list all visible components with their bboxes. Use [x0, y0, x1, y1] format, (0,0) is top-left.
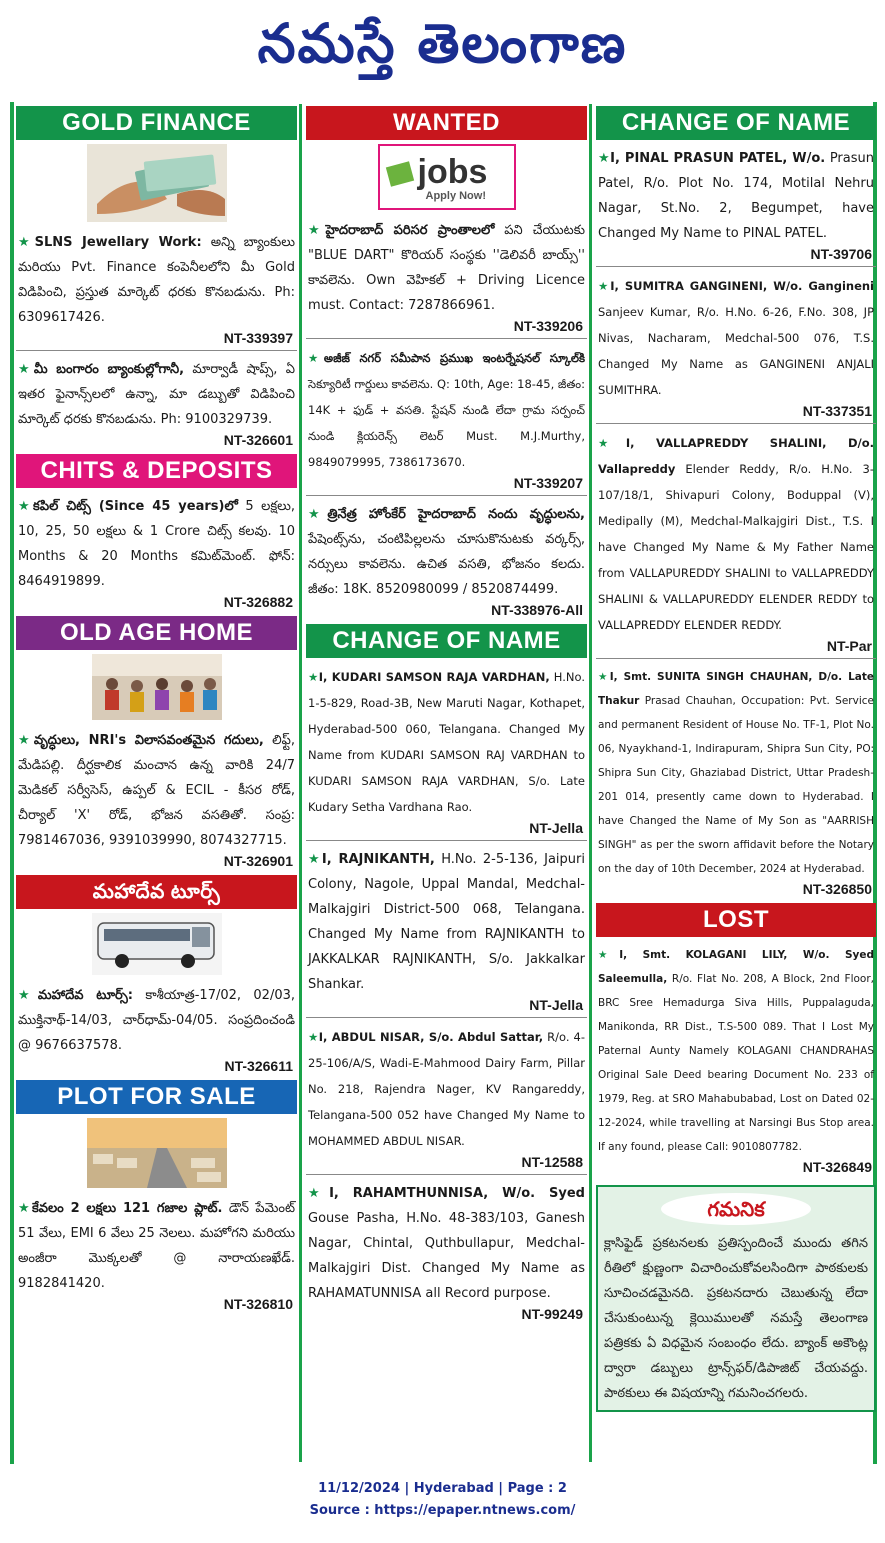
mahadeva-tours-banner: మహాదేవ టూర్స్: [16, 875, 297, 909]
ad-heading: కేవలం 2 లక్షలు 121 గజాల ప్లాట్.: [31, 1201, 223, 1216]
ad-heading: మహాదేవ టూర్స్:: [37, 988, 133, 1003]
change-of-name-banner: CHANGE OF NAME: [306, 624, 587, 658]
ad-heading: SLNS Jewellary Work:: [34, 235, 202, 250]
star-icon: ★: [308, 852, 322, 867]
newspaper-title: నమస్తే తెలంగాణ: [257, 12, 628, 75]
star-icon: ★: [308, 670, 319, 684]
ad-body: R/o. Flat No. 208, A Block, 2nd Floor, BRC Sree Hemadurga Siva Hills, Puppalaguda, Manikonda, RR Dist., T.S-500 089. That I Lost My Paternal Aunty Namely KOLAGANI CHANDRAHAS Original Sale Deed bearing Document No. 233 of 1979, Reg. at SRO Mahabubabad, Lost on Dated 02-12-2024, while travelling at Narsingi Bus Stop area. If any found, please Call: 9010807782.: [598, 973, 874, 1153]
ad-body: Gouse Pasha, H.No. 48-383/103, Ganesh Nagar, Chintal, Quthbullapur, Medchal-Malkajgiri Dist. Changed My Name as RAHAMATUNNISA all Record purpose.: [308, 1211, 585, 1301]
old-age-home-banner: OLD AGE HOME: [16, 616, 297, 650]
ad-code: NT-Jella: [529, 820, 583, 836]
bus-photo: [92, 913, 222, 975]
classified-ad: [306, 343, 587, 475]
ad-body: పేషెంట్స్‌ను, చంటిపిల్లలను చూసుకొనుటకు వర్కర్స్, నర్సులు కావలెను. ఉచిత వసతి, భోజనం కలదు. జీతం: 18K. 8520980099 / 8520874499.: [308, 532, 585, 597]
ad-code: NT-326810: [223, 1296, 293, 1312]
classified-ad: [16, 492, 297, 594]
ad-code: NT-339207: [513, 475, 583, 491]
ad-code: NT-12588: [521, 1154, 583, 1170]
ad-body: పని చేయుటకు "BLUE DART" కొరియర్ సంస్థకు ''డెలివరీ బాయ్స్'' కావలెను. Own వెహికల్ + Driving Licence must. Contact: 7287866961.: [308, 223, 585, 313]
ad-body: 5 లక్షలు, 10, 25, 50 లక్షలు & 1 Crore చిట్స్ కలవు. 10 Months & 20 Months కమిట్‌మెంట్. ఫోన్: 8464919899.: [18, 499, 295, 589]
divider: [306, 840, 587, 841]
classified-ad: [306, 1022, 587, 1154]
ad-heading: I, SUMITRA GANGINENI, W/o. Gangineni: [610, 279, 875, 293]
star-icon: ★: [18, 235, 35, 250]
jobs-logo-text: jobs: [417, 153, 488, 191]
star-icon: ★: [18, 499, 34, 514]
jobs-logo-tagline: Apply Now!: [425, 190, 486, 202]
ad-code: NT-326901: [223, 853, 293, 869]
ad-code: NT-326850: [802, 881, 872, 897]
column-divider: [299, 104, 302, 1462]
notice-body: క్లాసిఫైడ్ ప్రకటనలకు ప్రతిస్పందించే ముందు తగిన రీతిలో క్షుణ్ణంగా విచారించుకోవలసిందిగా పాఠకులకు సూచించడమైనది. ప్రకటనదారు చెబుతున్న లేదా చేసుకుంటున్న క్లెయిములతో నమస్తే తెలంగాణ పత్రికకు ఏ విధమైన సంబంధం లేదు. బ్యాంక్ అకౌంట్ల ద్వారా డబ్బులు ట్రాన్స్‌ఫర్/డిపాజిట్ చేయవద్దు. పాఠకులు ఈ విషయాన్ని గమనించగలరు.: [604, 1236, 868, 1401]
ad-code: NT-39706: [810, 246, 872, 262]
ad-code: NT-338976-All: [491, 602, 583, 618]
ad-body: Elender Reddy, R/o. H.No. 3-107/18/1, Shivapuri Colony, Boduppal (V), Medipally (M), Medchal-Malkajgiri Dist., T.S. I have Changed My Name & My Father Name from VALLAPUREDDY SHALINI to VALLAPREDDY SHALINI & VALLAPUREDDY ELENDER REDDY to VALLAPREDDY ELENDER REDDY.: [598, 462, 874, 632]
star-icon: ★: [598, 949, 620, 961]
ad-body: మార్వాడీ షాప్స్, ఏ ఇతర ఫైనాన్స్‌లలో ఉన్నా, మా డబ్బుతో విడిపించి మార్కెట్ ధరకు కొనబడును. Ph: 9100329739.: [18, 362, 295, 427]
star-icon: ★: [18, 733, 34, 748]
classified-ad: [596, 271, 876, 403]
ad-body: అన్ని బ్యాంకులు మరియు Pvt. Finance కంపెనీలలోని మీ Gold విడిపించి, ప్రస్తుత మార్కెట్ ధరకు కొనబడును. Ph: 6309617426.: [18, 235, 296, 325]
ad-heading: I, Smt. SUNITA SINGH CHAUHAN, D/o. Late Thakur: [598, 671, 874, 707]
column-2: [306, 106, 587, 1322]
ad-heading: అజీజ్ నగర్ సమీపాన ప్రముఖ ఇంటర్నేషనల్ స్కూల్‌కి: [323, 351, 585, 365]
star-icon: ★: [598, 436, 626, 450]
footer-source-line: Source : https://epaper.ntnews.com/: [309, 1503, 576, 1518]
star-icon: ★: [308, 1030, 319, 1044]
classified-ad: [596, 663, 876, 881]
ad-heading: I, KUDARI SAMSON RAJA VARDHAN,: [318, 670, 550, 684]
plot-for-sale-banner: PLOT FOR SALE: [16, 1080, 297, 1114]
ad-code: NT-326601: [223, 432, 293, 448]
ad-body: లిఫ్ట్, మేడిపల్లి. దీర్ఘకాలిక మంచాన ఉన్న వారికి 24/7 మెడికల్ సర్వీసెస్, ఉప్పల్ & ECIL - కీసర రోడ్, చీర్యాల్ 'X' రోడ్, భోజన వసతితో. సంప్ర: 7981467036, 9391039990, 8074327715.: [18, 733, 295, 848]
star-icon: ★: [598, 279, 611, 293]
star-icon: ★: [308, 223, 326, 238]
ad-body: Prasun Patel, R/o. Plot No. 174, Motilal Nehru Nagar, St.No. 2, Begumpet, have Changed My Name to PINAL PATEL.: [598, 151, 874, 241]
ad-heading: I, Smt. KOLAGANI LILY, W/o. Syed Saleemulla,: [598, 949, 874, 985]
masthead: [0, 8, 885, 80]
ad-body: H.No. 1-5-829, Road-3B, New Maruti Nagar, Kothapet, Hyderabad-500 060, Telangana. Changed My Name from KUDARI SAMSON RAJ VARDHAN to KUDARI SAMSON RAJA VARDHAN, S/o. Late Kudary Setha Vardhana Rao.: [308, 670, 585, 814]
old-age-home-photo: [92, 654, 222, 720]
divider: [596, 266, 876, 267]
gold-finance-banner: GOLD FINANCE: [16, 106, 297, 140]
ad-heading: కపిల్ చిట్స్ (Since 45 years)లో: [33, 499, 238, 514]
ad-heading: మీ బంగారం బ్యాంకుల్లోగానీ,: [33, 362, 185, 377]
ad-body: H.No. 2-5-136, Jaipuri Colony, Nagole, Uppal Mandal, Medchal-Malkajgiri District-500 068, Telangana. Changed My Name from RAJNIKANTH to JAKKALKAR RAJNIKANTH, S/o. Jakkalkar Shankar.: [308, 852, 585, 992]
column-divider: [589, 104, 592, 1462]
ad-heading: హైదరాబాద్ పరిసర ప్రాంతాలలో: [325, 223, 495, 238]
classified-ad: [306, 216, 587, 318]
star-icon: ★: [308, 1186, 330, 1201]
jobs-logo: [378, 144, 516, 210]
ad-body: డౌన్ పేమెంట్ 51 వేలు, EMI 6 వేలు 25 నెలలు. మహోగని మరియు అంజీరా మొక్కలతో @ నారాయణఖేడ్. 9182841420.: [18, 1201, 295, 1291]
ad-code: NT-Jella: [529, 997, 583, 1013]
classified-ad: [596, 941, 876, 1159]
notice-box: [596, 1185, 876, 1412]
ad-body: సెక్యూరిటీ గార్డులు కావలెను. Q: 10th, Age: 18-45, జీతం: 14K + ఫుడ్ + వసతి. స్టేషన్ నుండి లేదా గ్రామ సర్పంచ్ నుండి క్లియరెన్స్ లెటర్ Must. M.J.Murthy, 9849079995, 7386173670.: [308, 377, 585, 469]
star-icon: ★: [308, 351, 324, 365]
ad-heading: I, RAJNIKANTH,: [321, 852, 435, 867]
notice-title: గమనిక: [661, 1193, 811, 1225]
classified-ad: [596, 144, 876, 246]
ad-heading: I, VALLAPREDDY SHALINI, D/o. Vallapreddy: [598, 436, 874, 476]
wanted-banner: WANTED: [306, 106, 587, 140]
classified-ad: [596, 428, 876, 638]
classified-ad: [16, 1194, 297, 1296]
column-3: [596, 106, 876, 1412]
ad-heading: వృద్ధులు, NRI's విలాసవంతమైన గదులు,: [33, 733, 264, 748]
divider: [16, 350, 297, 351]
lost-banner: LOST: [596, 903, 876, 937]
ad-body: R/o. 4-25-106/A/S, Wadi-E-Mahmood Dairy Farm, Pillar No. 218, Rajendra Nager, KV Rangareddy, Telangana-500 052 have Changed My Name to MOHAMMED ABDUL NISAR.: [308, 1030, 585, 1148]
star-icon: ★: [18, 362, 34, 377]
ad-body: కాశీయాత్ర-17/02, 02/03, ముక్తినాథ్-14/03, చార్‌ధామ్-04/05. సంప్రదించండి @ 9676637578.: [18, 988, 296, 1053]
ad-code: NT-339206: [513, 318, 583, 334]
classified-ad: [306, 1179, 587, 1306]
classified-ad: [306, 845, 587, 997]
ad-heading: I, RAHAMTHUNNISA, W/o. Syed: [329, 1186, 585, 1201]
ad-heading: త్రినేత్ర హోంకేర్ హైదరాబాద్ నందు వృద్ధులను,: [327, 507, 585, 522]
classified-ad: [16, 726, 297, 853]
classified-ad: [16, 228, 297, 330]
star-icon: ★: [18, 988, 38, 1003]
page-footer: [0, 1478, 885, 1522]
classified-ad: [306, 662, 587, 820]
ad-code: NT-326849: [802, 1159, 872, 1175]
ad-heading: I, PINAL PRASUN PATEL, W/o.: [610, 151, 826, 166]
divider: [596, 658, 876, 659]
divider: [306, 1017, 587, 1018]
divider: [306, 495, 587, 496]
divider: [306, 1174, 587, 1175]
ad-code: NT-339397: [223, 330, 293, 346]
chits-deposits-banner: CHITS & DEPOSITS: [16, 454, 297, 488]
star-icon: ★: [308, 507, 328, 522]
column-1: [16, 106, 297, 1312]
ad-heading: I, ABDUL NISAR, S/o. Abdul Sattar,: [318, 1030, 544, 1044]
plot-photo: [87, 1118, 227, 1188]
star-icon: ★: [18, 1201, 32, 1216]
ad-code: NT-Par: [826, 638, 872, 654]
ad-code: NT-326611: [224, 1058, 293, 1074]
ad-code: NT-326882: [223, 594, 293, 610]
classified-ad: [16, 981, 297, 1058]
ad-code: NT-99249: [521, 1306, 583, 1322]
divider: [596, 423, 876, 424]
classified-ad: [16, 355, 297, 432]
gold-finance-photo: [87, 144, 227, 222]
classified-ad: [306, 500, 587, 602]
change-of-name-banner: CHANGE OF NAME: [596, 106, 876, 140]
briefcase-icon: [385, 161, 413, 187]
ad-body: Sanjeev Kumar, R/o. H.No. 6-26, F.No. 308, JP Nivas, Nacharam, Medchal-500 076, T.S. Changed My Name as GANGINENI ANJALI SUMITHRA.: [598, 305, 874, 397]
star-icon: ★: [598, 671, 610, 683]
ad-code: NT-337351: [802, 403, 872, 419]
ad-body: Prasad Chauhan, Occupation: Pvt. Service and permanent Resident of House No. TF-1, Plot No. 06, Nyaykhand-1, Indirapuram, Shipra Sun City, PO: Shipra Sun City, Ghaziabad District, Uttar Pradesh-201 014, presently came down to Hyderabad. I have Changed the Name of My Son as "AARRISH SINGH" as per the sworn affidavit before the Notary on the day of 10th December, 2024 at Hyderabad.: [598, 695, 874, 875]
divider: [306, 338, 587, 339]
star-icon: ★: [598, 151, 611, 166]
footer-date-line: 11/12/2024 | Hyderabad | Page : 2: [318, 1481, 567, 1496]
